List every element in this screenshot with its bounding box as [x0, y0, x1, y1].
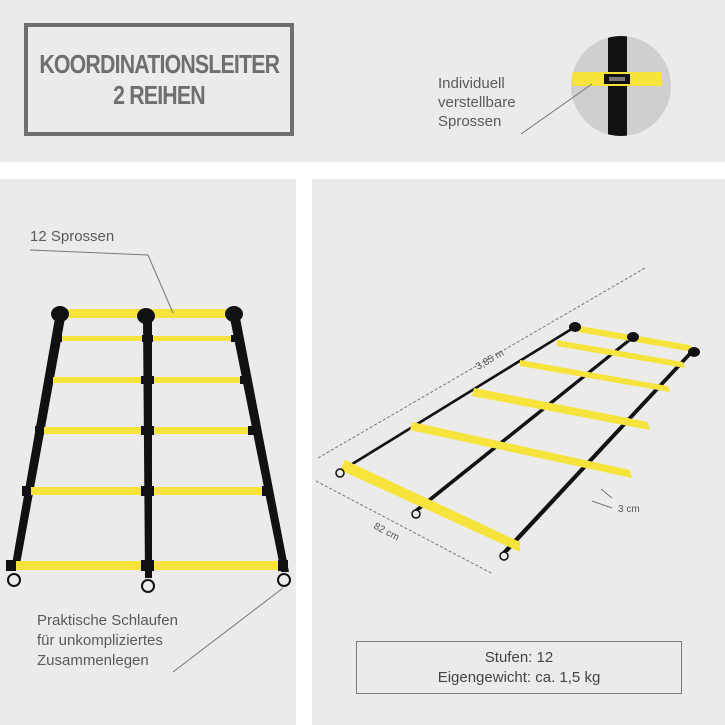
width-dimension: 82 cm [371, 520, 401, 544]
loops-line-3: Zusammenlegen [37, 652, 149, 669]
feature-line-2: verstellbare [438, 94, 516, 111]
title-line-2: 2 REIHEN [113, 79, 205, 110]
loops-line-2: für unkompliziertes [37, 632, 163, 649]
title-line-1: KOORDINATIONSLEITER [39, 48, 279, 79]
weight-spec: Eigengewicht: ca. 1,5 kg [437, 669, 601, 686]
loops-line-1: Praktische Schlaufen [37, 612, 178, 629]
rung-detail-circle [521, 30, 671, 145]
adjustable-rungs-label [438, 74, 516, 131]
loops-label [37, 611, 178, 671]
perspective-ladder [316, 268, 700, 574]
length-dimension: 3,85 m [474, 347, 506, 373]
front-ladder [6, 250, 290, 672]
rungs-count-label: 12 Sprossen [30, 228, 115, 245]
specs-box [356, 641, 682, 694]
feature-line-3: Sprossen [438, 113, 502, 130]
feature-line-1: Individuell [438, 75, 505, 92]
rung-width-dimension: 3 cm [618, 504, 640, 515]
steps-spec: Stufen: 12 [484, 649, 554, 666]
